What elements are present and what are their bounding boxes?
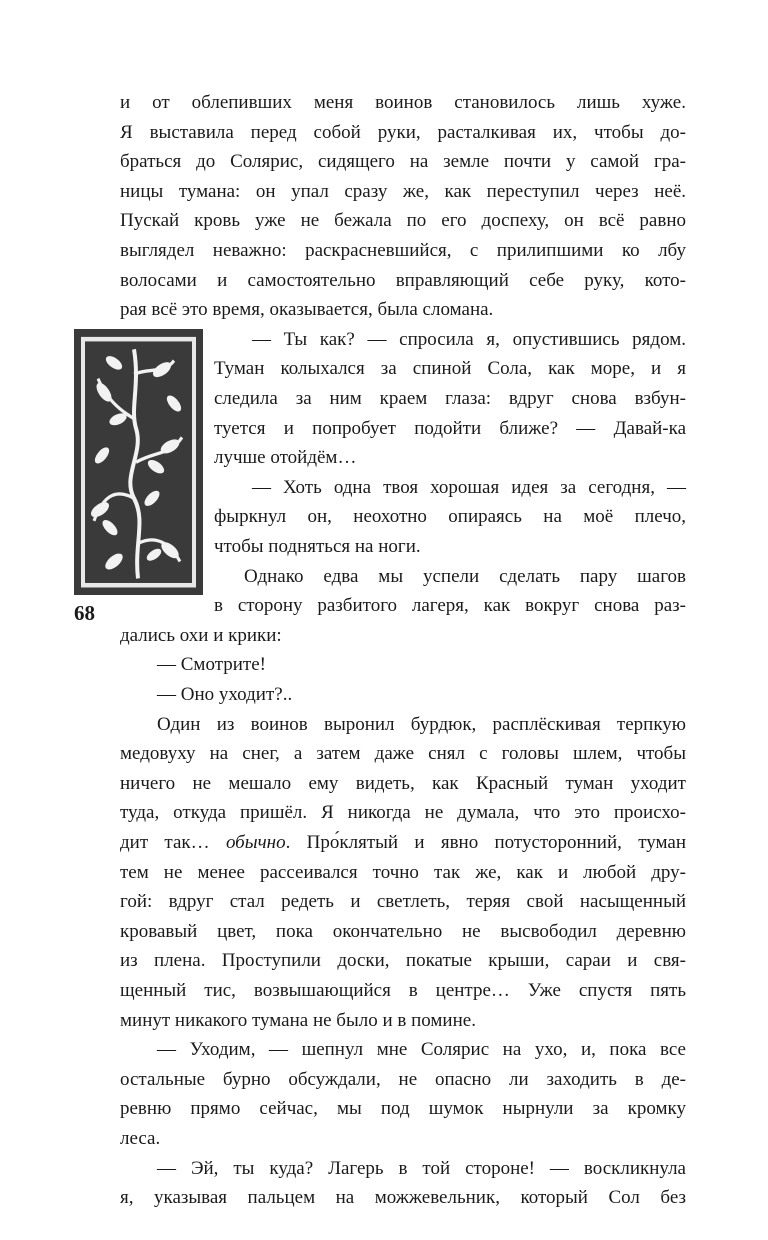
text-line: щенный тис, возвышающийся в центре… Уже спустя пять	[120, 980, 686, 1001]
text-line: Пускай кровь уже не бежала по его доспеху, он всё равно	[120, 210, 686, 232]
text-line: гой: вдруг стал редеть и светлеть, теряя свой насыщенный	[120, 891, 686, 913]
text-line: медовуху на снег, а затем даже снял с головы шлем, чтобы	[120, 743, 686, 765]
text-line: ницы тумана: он упал сразу же, как переступил через неё.	[120, 180, 686, 202]
text-line: фыркнул он, неохотно опираясь на моё плечо,	[214, 506, 686, 528]
text-line: Однако едва мы успели сделать пару шагов	[244, 565, 686, 587]
text-line: я, указывая пальцем на можжевельник, который Сол без	[120, 1187, 686, 1209]
text-line: и от облепивших меня воинов становилось лишь хуже.	[120, 92, 686, 113]
text-line: лучше отойдём…	[214, 447, 357, 469]
decorative-ornament	[74, 329, 203, 595]
text-line: кровавый цвет, пока окончательно не высвободил деревню	[120, 920, 686, 942]
page-number: 68	[74, 601, 95, 626]
text-line: следила за ним краем глаза: вдруг снова взбун-	[214, 388, 686, 409]
text-line: выглядел неважно: раскрасневшийся, с прилипшими ко лбу	[120, 240, 686, 261]
text-line: дит так… обычно. Про́клятый и явно потусторонний, туман	[120, 832, 686, 853]
text-line: рая всё это время, оказывается, была сломана.	[120, 299, 494, 321]
text-line: ничего не мешало ему видеть, как Красный туман уходит	[120, 772, 686, 794]
text-line: Один из воинов выронил бурдюк, расплёскивая терпкую	[157, 713, 686, 735]
text-line: тем не менее рассеивался точно так же, как и любой дру-	[120, 861, 686, 883]
text-line: леса.	[120, 1128, 161, 1149]
text-line: — Эй, ты куда? Лагерь в той стороне! — воскликнула	[157, 1157, 686, 1179]
text-line: Я выставила перед собой руки, расталкивая их, чтобы до-	[120, 121, 686, 143]
text-line: туда, откуда пришёл. Я никогда не думала, что это происхо-	[120, 802, 686, 824]
vine-ornament-icon	[74, 329, 203, 595]
text-line: чтобы подняться на ноги.	[214, 536, 421, 557]
text-line: — Хоть одна твоя хорошая идея за сегодня, —	[252, 476, 686, 498]
text-line: минут никакого тумана не было и в помине.	[120, 1009, 476, 1031]
text-line: браться до Солярис, сидящего на земле почти у самой гра-	[120, 151, 686, 173]
text-line: Туман колыхался за спиной Сола, как море, и я	[214, 358, 686, 380]
text-line: остальные бурно обсуждали, не опасно ли заходить в де-	[120, 1068, 686, 1090]
text-line: — Ты как? — спросила я, опустившись рядом.	[252, 328, 686, 350]
text-line: — Оно уходит?..	[157, 684, 293, 705]
text-line: дались охи и крики:	[120, 624, 282, 646]
text-line: в сторону разбитого лагеря, как вокруг снова раз-	[214, 595, 686, 617]
text-line: — Уходим, — шепнул мне Солярис на ухо, и, пока все	[157, 1039, 686, 1061]
text-line: из плена. Проступили доски, покатые крыши, сараи и свя-	[120, 950, 686, 972]
text-line: волосами и самостоятельно вправляющий себе руку, кото-	[120, 269, 686, 291]
text-line: ревню прямо сейчас, мы под шумок нырнули за кромку	[120, 1098, 686, 1120]
text-line: — Смотрите!	[157, 654, 266, 676]
text-line: туется и попробует подойти ближе? — Давай-ка	[214, 417, 686, 439]
